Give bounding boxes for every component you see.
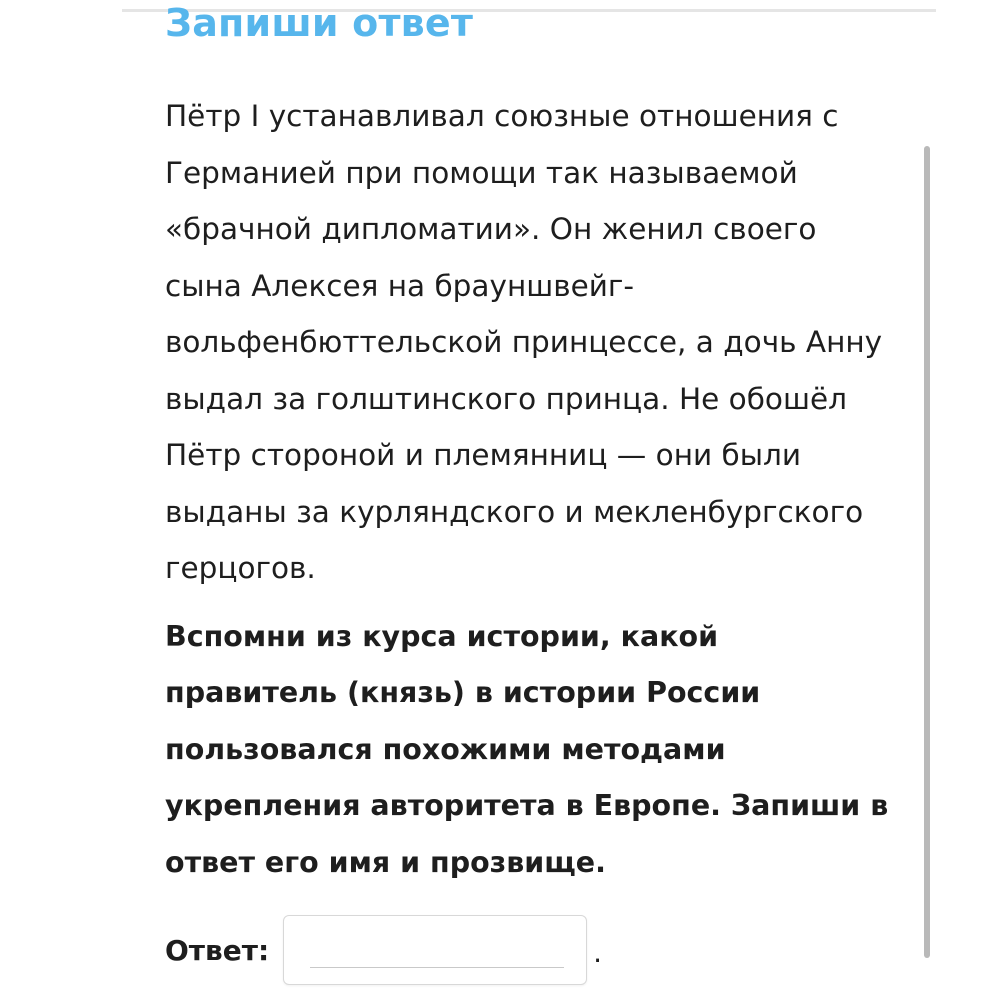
answer-underline (310, 967, 564, 969)
answer-suffix: . (593, 935, 603, 969)
task-question: Вспомни из курса истории, какой правитель (князь) в истории России пользовался похожими методами укрепления авторитета в Европе. Запиши в ответ его имя и прозвище. (165, 619, 889, 879)
answer-input[interactable] (283, 915, 587, 985)
task-content (165, 88, 895, 891)
task-title: Запиши ответ (165, 1, 474, 45)
scrollbar-thumb[interactable] (924, 146, 930, 958)
answer-row (165, 914, 602, 986)
answer-label: Ответ: (165, 933, 270, 967)
task-paragraph: Пётр I устанавливал союзные отношения с Германией при помощи так называемой «брачной дипломатии». Он женил своего сына Алексея на брауншвейг-вольфенбюттельской принцессе, а дочь Анну выдал за голштинского принца. Не обошёл Пётр стороной и племянниц — они были выданы за курляндского и мекленбургского герцогов. (165, 99, 883, 585)
